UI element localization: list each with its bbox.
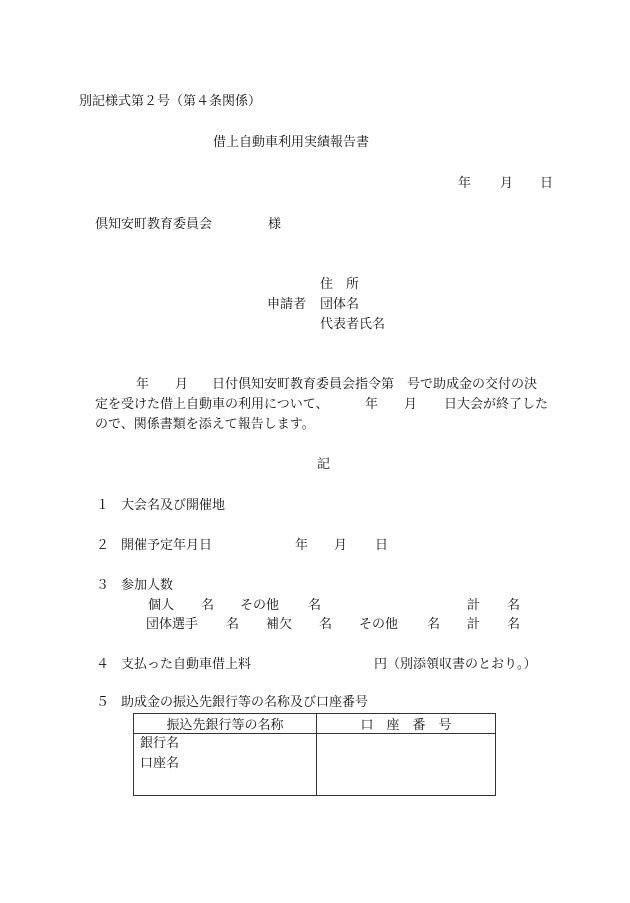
header-bank-name: 振込先銀行等の名称 bbox=[134, 714, 317, 734]
document-title: 借上自動車利用実績報告書 bbox=[213, 135, 370, 150]
item2-day: 日 bbox=[375, 538, 389, 553]
account-name-label: 口座名 bbox=[140, 756, 180, 771]
item3-row1-other: その他 bbox=[240, 598, 280, 613]
item4-yen: 円（別添領収書のとおり。） bbox=[374, 657, 537, 672]
bank-info-cell[interactable] bbox=[134, 734, 317, 796]
applicant-rep: 代表者氏名 bbox=[320, 317, 386, 332]
item2-year: 年 bbox=[295, 538, 309, 553]
item4-label: 支払った自動車借上料 bbox=[121, 657, 252, 672]
addressee-honorific: 様 bbox=[268, 217, 282, 232]
item2-number: ２ bbox=[96, 538, 110, 553]
item3-row2-other: その他 bbox=[359, 617, 399, 632]
item5-label: 助成金の振込先銀行等の名称及び口座番号 bbox=[121, 695, 369, 710]
body-line2-month: 月 bbox=[404, 397, 418, 412]
body-line2-tail: 日大会が終了した bbox=[444, 397, 549, 412]
item3-row2-sub: 補欠 bbox=[266, 617, 293, 632]
body-line1-year: 年 bbox=[136, 377, 150, 392]
account-number-cell[interactable] bbox=[317, 734, 496, 796]
item3-number: ３ bbox=[96, 578, 110, 593]
addressee-name: 倶知安町教育委員会 bbox=[95, 217, 213, 232]
table-header-row bbox=[134, 714, 496, 734]
header-account-number: 口 座 番 号 bbox=[317, 714, 496, 734]
item4-number: ４ bbox=[96, 657, 110, 672]
body-line1-text: 日付倶知安町教育委員会指令第 号で助成金の交付の決 bbox=[212, 377, 538, 392]
body-line1-month: 月 bbox=[175, 377, 189, 392]
item3-row2-total: 計 bbox=[467, 617, 481, 632]
item3-row1-mei1: 名 bbox=[201, 598, 215, 613]
item3-row2-mei4: 名 bbox=[507, 617, 521, 632]
item1-label: 大会名及び開催地 bbox=[121, 498, 226, 513]
item5-number: ５ bbox=[96, 695, 110, 710]
item1-number: １ bbox=[96, 498, 110, 513]
body-line3: ので、関係書類を添えて報告します。 bbox=[95, 417, 315, 432]
applicant-address: 住 所 bbox=[320, 277, 360, 292]
body-line2-text: 定を受けた借上自動車の利用について、 bbox=[95, 397, 329, 412]
item3-team: 団体選手 bbox=[146, 617, 199, 632]
date-month: 月 bbox=[500, 176, 514, 191]
item3-row1-total: 計 bbox=[467, 598, 481, 613]
item2-label: 開催予定年月日 bbox=[121, 538, 213, 553]
item3-row2-mei2: 名 bbox=[319, 617, 333, 632]
item3-row1-mei3: 名 bbox=[507, 598, 521, 613]
item3-individual: 個人 bbox=[148, 598, 175, 613]
item3-row2-mei1: 名 bbox=[226, 617, 240, 632]
item2-month: 月 bbox=[334, 538, 348, 553]
body-line2-year: 年 bbox=[365, 397, 379, 412]
bank-account-table bbox=[133, 713, 496, 796]
form-number: 別記様式第２号（第４条関係） bbox=[79, 94, 262, 109]
item3-row1-mei2: 名 bbox=[308, 598, 322, 613]
date-year: 年 bbox=[458, 176, 472, 191]
table-body-row bbox=[134, 734, 496, 796]
item3-label: 参加人数 bbox=[121, 578, 174, 593]
date-day: 日 bbox=[540, 176, 554, 191]
item3-row2-mei3: 名 bbox=[427, 617, 441, 632]
ki-heading: 記 bbox=[317, 457, 331, 472]
bank-name-label: 銀行名 bbox=[140, 736, 180, 751]
applicant-label: 申請者 bbox=[267, 297, 307, 312]
applicant-org: 団体名 bbox=[320, 297, 360, 312]
